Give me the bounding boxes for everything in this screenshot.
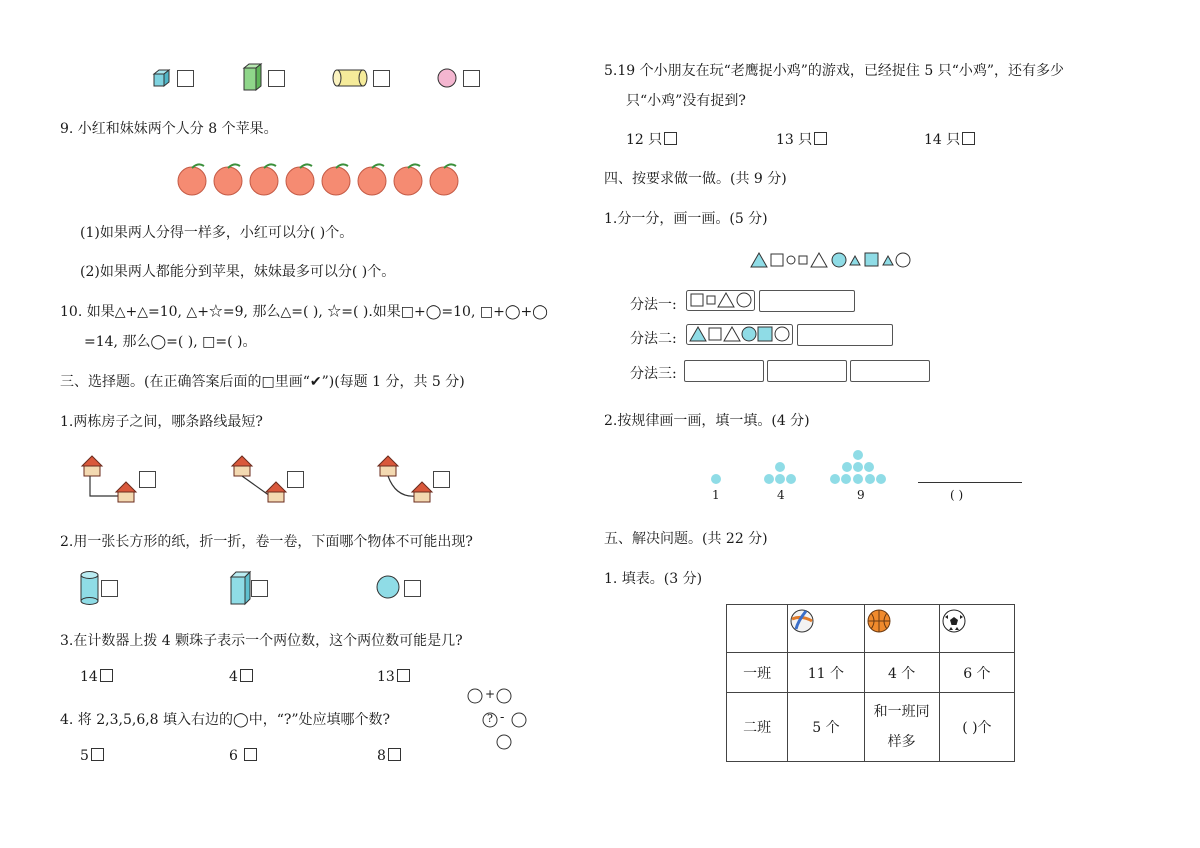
diagram-plus: + [485,687,496,701]
answer-box[interactable] [177,70,194,87]
question-5-line2: 只“小鸡”没有捉到? [626,93,746,109]
option-label: 13 只 [776,132,813,148]
sorting-shapes-row [750,251,915,271]
dot-label-answer: ( ) [950,488,964,502]
question-9-text: 9. 小红和妹妹两个人分 8 个苹果。 [60,121,278,137]
sphere-icon [437,68,459,90]
question-9-sub2: (2)如果两人都能分到苹果，妹妹最多可以分( )个。 [80,264,396,280]
method-2-answer-area[interactable] [797,324,893,346]
method-3-answer-area-2[interactable] [767,360,847,382]
table-row [727,653,1015,693]
question-9-sub1: (1)如果两人分得一样多，小红可以分( )个。 [80,225,354,241]
table-corner-cell [727,605,788,653]
answer-box[interactable] [268,70,285,87]
answer-box[interactable] [664,132,677,145]
method-2-label: 分法二: [630,331,677,347]
answer-box[interactable] [100,669,113,682]
answer-box[interactable] [251,580,268,597]
s3-question-1-text: 1.两栋房子之间，哪条路线最短? [60,414,263,430]
s4-question-1-text: 1.分一分，画一画。(5 分) [604,211,768,227]
answer-box[interactable] [244,748,257,761]
table-cell: 11 个 [788,653,864,693]
dot-pattern-1 [710,473,724,487]
answer-box[interactable] [91,748,104,761]
section-5-title: 五、解决问题。(共 22 分) [604,531,768,547]
s3-q3-option-a [80,669,113,685]
cuboid-icon [229,571,253,605]
question-10-line2: =14, 那么◯=( ), □=( )。 [84,334,257,350]
s3-q4-option-a [80,748,104,764]
option-label: 6 [229,748,243,764]
option-label: 4 [229,669,238,685]
apple-icon [284,162,318,196]
answer-box[interactable] [388,748,401,761]
answer-box[interactable] [240,669,253,682]
section-3-title: 三、选择题。(在正确答案后面的□里画“✔”)(每题 1 分，共 5 分) [60,374,465,390]
q5-option-b [776,129,827,149]
soccer-ball-icon [942,609,966,633]
apple-icon [320,162,354,196]
soccer-header [939,605,1014,653]
q5-option-a [626,129,677,149]
s3-question-2-text: 2.用一张长方形的纸，折一折，卷一卷，下面哪个物体不可能出现? [60,534,473,550]
apple-icon [176,162,210,196]
answer-box[interactable] [287,471,304,488]
dot-pattern-9 [829,449,889,487]
answer-box[interactable] [101,580,118,597]
cylinder-icon [80,571,100,605]
option-label: 14 [80,669,98,685]
house-route-icon [374,452,438,506]
option-label: 14 只 [924,132,961,148]
method-3-answer-area-3[interactable] [850,360,930,382]
answer-box[interactable] [463,70,480,87]
circle-diagram-graphic [466,687,528,751]
question-5-line1: 5.19 个小朋友在玩“老鹰捉小鸡”的游戏，已经捉住 5 只“小鸡”，还有多少 [604,63,1065,79]
method-1-group [686,290,756,312]
dot-pattern-4 [763,461,799,487]
q5-option-c [924,129,975,149]
s3-question-3-text: 3.在计数器上拨 4 颗珠子表示一个两位数，这个两位数可能是几? [60,633,463,649]
table-row [727,693,1015,762]
s5-question-1-text: 1. 填表。(3 分) [604,571,703,587]
row-label: 一班 [727,653,788,693]
volleyball-icon [790,609,814,633]
apple-icon [356,162,390,196]
dot-label-4: 4 [777,488,785,502]
table-header-row [727,605,1015,653]
method-1-answer-area[interactable] [759,290,855,312]
diagram-question-mark: ? [487,712,493,725]
answer-box[interactable] [814,132,827,145]
sphere-icon [376,575,402,601]
basketball-icon [867,609,891,633]
table-answer-cell[interactable]: ( )个 [939,693,1014,762]
table-cell: 4 个 [864,653,939,693]
s3-q3-option-b [229,669,253,685]
cube-icon [152,68,172,88]
method-3-label: 分法三: [630,366,677,382]
s3-question-4-text: 4. 将 2,3,5,6,8 填入右边的◯中，“?”处应填哪个数? [60,712,391,728]
cuboid-icon [242,62,264,92]
dot-label-9: 9 [857,488,865,502]
answer-box[interactable] [397,669,410,682]
dot-label-1: 1 [712,488,720,502]
row-label: 二班 [727,693,788,762]
table-cell: 5 个 [788,693,864,762]
method-2-group [686,324,794,346]
apple-icon [392,162,426,196]
table-cell: 6 个 [939,653,1014,693]
diagram-minus: - [500,710,505,725]
house-route-icon [78,452,142,506]
option-label: 12 只 [626,132,663,148]
apple-icon [248,162,282,196]
method-1-label: 分法一: [630,297,677,313]
house-route-icon [228,452,292,506]
answer-box[interactable] [962,132,975,145]
section-4-title: 四、按要求做一做。(共 9 分) [604,171,787,187]
table-cell: 和一班同 样多 [864,693,939,762]
method-3-answer-area-1[interactable] [684,360,764,382]
answer-box[interactable] [373,70,390,87]
basketball-header [864,605,939,653]
answer-box[interactable] [139,471,156,488]
volleyball-header [788,605,864,653]
apple-icon [212,162,246,196]
dot-answer-line[interactable] [918,482,1022,483]
answer-box[interactable] [404,580,421,597]
question-10-line1: 10. 如果△+△=10, △+☆=9, 那么△=( ), ☆=( ).如果□+◯=10, □+◯+◯ [60,304,548,320]
s3-q3-option-c [377,669,410,685]
option-label: 5 [80,748,89,764]
s3-q4-option-c [377,748,401,764]
s4-question-2-text: 2.按规律画一画，填一填。(4 分) [604,413,810,429]
answer-box[interactable] [433,471,450,488]
option-label: 13 [377,669,395,685]
s3-q4-option-b [229,748,257,764]
cylinder-icon [332,68,368,88]
ball-count-table [726,604,1015,762]
option-label: 8 [377,748,386,764]
apple-icon [428,162,462,196]
